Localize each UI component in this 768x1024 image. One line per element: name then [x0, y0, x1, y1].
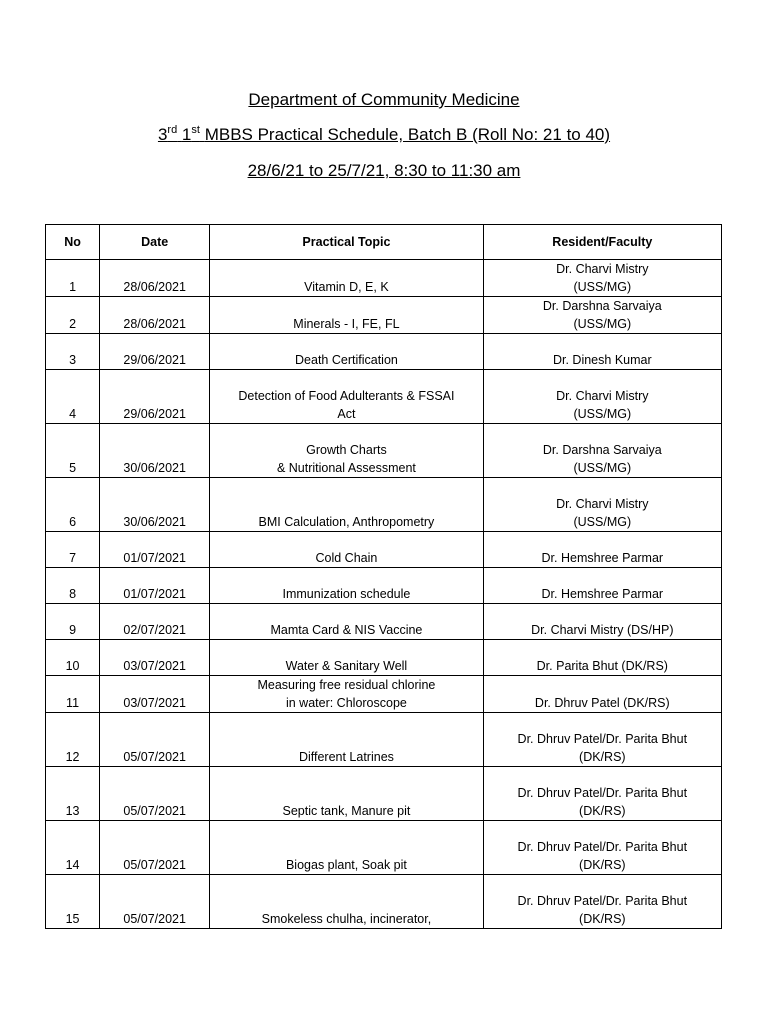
row-topic — [210, 532, 483, 568]
row-number-text: 2 — [69, 317, 77, 331]
schedule-period: 28/6/21 to 25/7/21, 8:30 to 11:30 am — [247, 161, 521, 180]
row-number — [46, 334, 100, 370]
row-date-text: 28/06/2021 — [123, 280, 186, 294]
table-row — [46, 821, 722, 875]
row-topic-text: Mamta Card & NIS Vaccine — [270, 623, 423, 637]
row-number — [46, 568, 100, 604]
row-number-text: 9 — [69, 623, 77, 637]
row-topic — [210, 297, 483, 334]
row-resident-text: Dr. Dhruv Patel (DK/RS) — [534, 696, 670, 710]
row-date — [100, 532, 210, 568]
table-row — [46, 640, 722, 676]
row-number — [46, 532, 100, 568]
row-date — [100, 260, 210, 297]
row-topic-text: Growth Charts & Nutritional Assessment — [276, 443, 416, 475]
row-number-text: 6 — [69, 515, 77, 529]
row-topic — [210, 370, 483, 424]
row-date-text: 03/07/2021 — [123, 696, 186, 710]
row-number-text: 15 — [65, 912, 80, 926]
row-topic-text: Septic tank, Manure pit — [282, 804, 411, 818]
row-date — [100, 478, 210, 532]
row-number-text: 8 — [69, 587, 77, 601]
row-resident-text: Dr. Charvi Mistry (DS/HP) — [531, 623, 674, 637]
row-topic-text: Smokeless chulha, incinerator, — [261, 912, 432, 926]
row-date-text: 03/07/2021 — [123, 659, 186, 673]
row-date — [100, 424, 210, 478]
row-resident — [483, 370, 721, 424]
ordinal-2: 1 — [181, 125, 192, 144]
column-header-topic: Practical Topic — [210, 225, 483, 260]
row-topic-text: Different Latrines — [298, 750, 394, 764]
row-topic-text: Biogas plant, Soak pit — [285, 858, 407, 872]
row-resident — [483, 568, 721, 604]
schedule-table — [45, 224, 722, 929]
schedule-title — [0, 125, 768, 145]
row-number — [46, 640, 100, 676]
row-resident-text: Dr. Dhruv Patel/Dr. Parita Bhut (DK/RS) — [517, 732, 688, 764]
row-topic — [210, 334, 483, 370]
row-date-text: 05/07/2021 — [123, 750, 186, 764]
table-row — [46, 604, 722, 640]
row-date — [100, 767, 210, 821]
column-header-no: No — [46, 225, 100, 260]
row-resident-text: Dr. Hemshree Parmar — [541, 587, 664, 601]
row-number-text: 13 — [65, 804, 80, 818]
row-number — [46, 260, 100, 297]
row-resident-text: Dr. Charvi Mistry (USS/MG) — [556, 389, 649, 421]
row-resident — [483, 676, 721, 713]
row-topic — [210, 713, 483, 767]
row-topic-text: Measuring free residual chlorine in water: Chloroscope — [257, 678, 436, 710]
row-resident — [483, 713, 721, 767]
row-date — [100, 875, 210, 929]
row-date — [100, 297, 210, 334]
row-topic — [210, 478, 483, 532]
row-date — [100, 821, 210, 875]
department-title: Department of Community Medicine — [248, 90, 520, 109]
row-topic — [210, 568, 483, 604]
row-date-text: 01/07/2021 — [123, 587, 186, 601]
row-topic-text: Detection of Food Adulterants & FSSAI Act — [238, 389, 455, 421]
row-resident-text: Dr. Dinesh Kumar — [552, 353, 652, 367]
row-date-text: 28/06/2021 — [123, 317, 186, 331]
table-row — [46, 297, 722, 334]
row-date-text: 05/07/2021 — [123, 804, 186, 818]
row-number-text: 14 — [65, 858, 80, 872]
row-number — [46, 297, 100, 334]
row-topic — [210, 640, 483, 676]
row-resident — [483, 297, 721, 334]
row-resident — [483, 424, 721, 478]
table-header-row — [46, 225, 722, 260]
row-resident-text: Dr. Darshna Sarvaiya (USS/MG) — [542, 443, 662, 475]
schedule-title-text: MBBS Practical Schedule, Batch B (Roll No: 21 to 40) — [204, 125, 611, 144]
row-topic — [210, 767, 483, 821]
row-date-text: 05/07/2021 — [123, 912, 186, 926]
row-number — [46, 767, 100, 821]
row-resident — [483, 478, 721, 532]
table-row — [46, 478, 722, 532]
table-row — [46, 767, 722, 821]
row-date — [100, 640, 210, 676]
row-number — [46, 676, 100, 713]
row-resident-text: Dr. Parita Bhut (DK/RS) — [536, 659, 668, 673]
row-date-text: 02/07/2021 — [123, 623, 186, 637]
row-resident-text: Dr. Dhruv Patel/Dr. Parita Bhut (DK/RS) — [517, 786, 688, 818]
table-body — [46, 260, 722, 929]
row-number — [46, 713, 100, 767]
row-resident-text: Dr. Dhruv Patel/Dr. Parita Bhut (DK/RS) — [517, 894, 688, 926]
row-date-text: 01/07/2021 — [123, 551, 186, 565]
row-topic-text: Vitamin D, E, K — [304, 280, 389, 294]
row-number — [46, 875, 100, 929]
row-resident-text: Dr. Charvi Mistry (USS/MG) — [556, 262, 649, 294]
row-resident-text: Dr. Hemshree Parmar — [541, 551, 664, 565]
row-resident — [483, 640, 721, 676]
row-number — [46, 821, 100, 875]
row-resident-text: Dr. Charvi Mistry (USS/MG) — [556, 497, 649, 529]
row-number-text: 1 — [69, 280, 77, 294]
row-number-text: 5 — [69, 461, 77, 475]
row-topic — [210, 604, 483, 640]
row-resident — [483, 875, 721, 929]
ordinal-1-suffix: rd — [167, 124, 178, 136]
row-date — [100, 370, 210, 424]
row-resident — [483, 604, 721, 640]
table-row — [46, 424, 722, 478]
row-date — [100, 676, 210, 713]
column-header-date: Date — [100, 225, 210, 260]
row-date-text: 29/06/2021 — [123, 353, 186, 367]
table-row — [46, 676, 722, 713]
row-topic — [210, 676, 483, 713]
row-number-text: 4 — [69, 407, 77, 421]
row-number-text: 3 — [69, 353, 77, 367]
row-topic — [210, 821, 483, 875]
row-date — [100, 334, 210, 370]
row-number-text: 12 — [65, 750, 80, 764]
row-number — [46, 424, 100, 478]
row-number-text: 11 — [66, 696, 80, 710]
row-date — [100, 568, 210, 604]
row-resident-text: Dr. Darshna Sarvaiya (USS/MG) — [542, 299, 662, 331]
row-date-text: 30/06/2021 — [123, 461, 186, 475]
table-row — [46, 532, 722, 568]
table-row — [46, 713, 722, 767]
row-number — [46, 604, 100, 640]
row-topic-text: Cold Chain — [315, 551, 378, 565]
column-header-resident: Resident/Faculty — [483, 225, 721, 260]
ordinal-2-suffix: st — [191, 124, 200, 136]
row-date-text: 05/07/2021 — [123, 858, 186, 872]
row-number — [46, 478, 100, 532]
row-date — [100, 604, 210, 640]
row-resident — [483, 821, 721, 875]
table-row — [46, 334, 722, 370]
row-resident — [483, 532, 721, 568]
ordinal-1: 3 — [157, 125, 168, 144]
row-topic — [210, 424, 483, 478]
row-date-text: 30/06/2021 — [123, 515, 186, 529]
row-resident — [483, 334, 721, 370]
row-topic — [210, 875, 483, 929]
table-row — [46, 260, 722, 297]
table-row — [46, 370, 722, 424]
row-date-text: 29/06/2021 — [123, 407, 186, 421]
row-number — [46, 370, 100, 424]
row-number-text: 10 — [65, 659, 80, 673]
row-topic-text: Minerals - I, FE, FL — [293, 317, 400, 331]
row-resident-text: Dr. Dhruv Patel/Dr. Parita Bhut (DK/RS) — [517, 840, 688, 872]
row-topic-text: Death Certification — [295, 353, 398, 367]
row-date — [100, 713, 210, 767]
row-number-text: 7 — [69, 551, 77, 565]
table-row — [46, 875, 722, 929]
row-resident — [483, 260, 721, 297]
row-resident — [483, 767, 721, 821]
row-topic-text: Water & Sanitary Well — [285, 659, 408, 673]
row-topic-text: Immunization schedule — [282, 587, 411, 601]
row-topic — [210, 260, 483, 297]
table-row — [46, 568, 722, 604]
row-topic-text: BMI Calculation, Anthropometry — [258, 515, 435, 529]
